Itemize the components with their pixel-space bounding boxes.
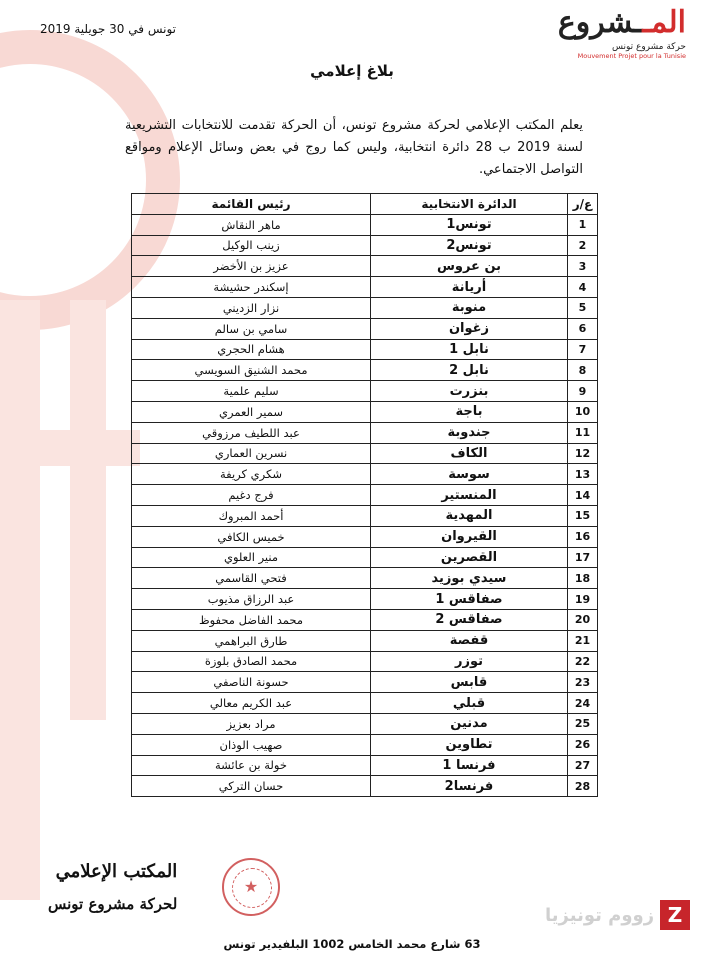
row-district: القصرين <box>371 547 568 568</box>
row-list-head: منير العلوي <box>132 547 371 568</box>
row-list-head: شكري كريفة <box>132 464 371 485</box>
watermark-logo-icon: Z <box>660 900 690 930</box>
column-header-number: ع/ر <box>568 194 598 215</box>
row-number: 5 <box>568 297 598 318</box>
column-header-district: الدائرة الانتخابية <box>371 194 568 215</box>
row-list-head: إسكندر حشيشة <box>132 277 371 298</box>
row-list-head: صهيب الوذان <box>132 734 371 755</box>
table-row <box>132 651 598 672</box>
seal-star-icon: ★ <box>243 877 259 896</box>
table-row <box>132 422 598 443</box>
background-bar-decoration <box>0 300 40 900</box>
table-row <box>132 256 598 277</box>
row-number: 14 <box>568 485 598 506</box>
row-number: 24 <box>568 693 598 714</box>
row-list-head: عبد الرزاق مذيوب <box>132 589 371 610</box>
row-district: الكاف <box>371 443 568 464</box>
table-row <box>132 443 598 464</box>
row-list-head: سامي بن سالم <box>132 318 371 339</box>
logo-wordmark <box>556 6 686 40</box>
table-row <box>132 630 598 651</box>
row-list-head: أحمد المبروك <box>132 505 371 526</box>
table-row <box>132 339 598 360</box>
logo-subtitle: حركة مشروع تونس <box>611 42 686 52</box>
row-list-head: خولة بن عائشة <box>132 755 371 776</box>
signature-block <box>48 860 177 916</box>
row-number: 21 <box>568 630 598 651</box>
row-number: 4 <box>568 277 598 298</box>
row-list-head: محمد الفاضل محفوظ <box>132 609 371 630</box>
background-band-decoration <box>0 430 140 466</box>
row-district: أريانة <box>371 277 568 298</box>
row-district: توزر <box>371 651 568 672</box>
table-row <box>132 360 598 381</box>
row-list-head: ماهر النقاش <box>132 214 371 235</box>
row-list-head: فتحي القاسمي <box>132 568 371 589</box>
row-number: 9 <box>568 381 598 402</box>
footer-address: 63 شارع محمد الخامس 1002 البلفيدير تونس <box>223 937 481 951</box>
row-district: تونس2 <box>371 235 568 256</box>
row-number: 8 <box>568 360 598 381</box>
row-district: صفاقس 1 <box>371 589 568 610</box>
table-row <box>132 277 598 298</box>
row-number: 1 <box>568 214 598 235</box>
official-seal-stamp <box>222 858 280 916</box>
logo-french-name: Mouvement Projet pour la Tunisie <box>577 52 686 60</box>
row-list-head: حسان التركي <box>132 776 371 797</box>
row-district: المهدية <box>371 505 568 526</box>
row-district: بن عروس <box>371 256 568 277</box>
row-district: فرنسا2 <box>371 776 568 797</box>
signature-office: المكتب الإعلامي <box>55 861 178 882</box>
row-list-head: نزار الزديني <box>132 297 371 318</box>
column-header-list-head: رئيس القائمة <box>132 194 371 215</box>
row-district: منوبة <box>371 297 568 318</box>
table-row <box>132 547 598 568</box>
row-district: قابس <box>371 672 568 693</box>
row-list-head: زينب الوكيل <box>132 235 371 256</box>
row-district: مدنين <box>371 713 568 734</box>
row-number: 6 <box>568 318 598 339</box>
row-district: نابل 1 <box>371 339 568 360</box>
table-row <box>132 713 598 734</box>
table-header-row <box>132 194 598 215</box>
document-date: تونس في 30 جويلية 2019 <box>40 22 176 36</box>
table-row <box>132 693 598 714</box>
table-row <box>132 589 598 610</box>
table-row <box>132 526 598 547</box>
row-number: 28 <box>568 776 598 797</box>
row-list-head: مراد بعزيز <box>132 713 371 734</box>
row-number: 22 <box>568 651 598 672</box>
table-row <box>132 297 598 318</box>
background-bar-decoration-2 <box>70 300 106 720</box>
row-list-head: محمد الصادق بلوزة <box>132 651 371 672</box>
row-district: قبلي <box>371 693 568 714</box>
row-district: نابل 2 <box>371 360 568 381</box>
signature-party: لحركة مشروع تونس <box>48 895 178 913</box>
row-district: تونس1 <box>371 214 568 235</box>
row-number: 12 <box>568 443 598 464</box>
row-number: 7 <box>568 339 598 360</box>
watermark-text: زووم تونيزيا <box>545 905 655 926</box>
row-district: باجة <box>371 401 568 422</box>
row-number: 23 <box>568 672 598 693</box>
row-list-head: هشام الحجري <box>132 339 371 360</box>
row-number: 15 <box>568 505 598 526</box>
table-row <box>132 401 598 422</box>
table-row <box>132 381 598 402</box>
row-number: 11 <box>568 422 598 443</box>
row-number: 10 <box>568 401 598 422</box>
row-list-head: خميس الكافي <box>132 526 371 547</box>
row-list-head: عبد الكريم معالي <box>132 693 371 714</box>
row-number: 19 <box>568 589 598 610</box>
row-district: القيروان <box>371 526 568 547</box>
row-district: المنستير <box>371 485 568 506</box>
table-row <box>132 214 598 235</box>
table-row <box>132 568 598 589</box>
row-district: قفصة <box>371 630 568 651</box>
electoral-lists-table <box>131 193 598 797</box>
row-number: 18 <box>568 568 598 589</box>
row-district: فرنسا 1 <box>371 755 568 776</box>
row-list-head: عزيز بن الأخضر <box>132 256 371 277</box>
row-list-head: حسونة الناصفي <box>132 672 371 693</box>
row-district: بنزرت <box>371 381 568 402</box>
row-district: سوسة <box>371 464 568 485</box>
logo-wordmark-dark: ـشروع <box>557 5 643 40</box>
row-number: 17 <box>568 547 598 568</box>
intro-paragraph: يعلم المكتب الإعلامي لحركة مشروع تونس، أن الحركة تقدمت للانتخابات التشريعية لسنة 2019 ب 28 دائرة انتخابية، وليس كما روج في بعض وسائل الإعلام ومواقع التواصل الاجتماعي. <box>125 118 583 177</box>
row-list-head: عبد اللطيف مرزوقي <box>132 422 371 443</box>
row-list-head: سمير العمري <box>132 401 371 422</box>
row-list-head: سليم علمية <box>132 381 371 402</box>
table-row <box>132 755 598 776</box>
logo-wordmark-red: المـ <box>642 5 686 40</box>
row-list-head: نسرين العماري <box>132 443 371 464</box>
row-district: تطاوين <box>371 734 568 755</box>
row-list-head: طارق البراهمي <box>132 630 371 651</box>
row-number: 20 <box>568 609 598 630</box>
page-title: بلاغ إعلامي <box>310 62 394 80</box>
table-row <box>132 318 598 339</box>
table-row <box>132 609 598 630</box>
row-number: 27 <box>568 755 598 776</box>
table-row <box>132 464 598 485</box>
row-district: زغوان <box>371 318 568 339</box>
row-number: 3 <box>568 256 598 277</box>
row-list-head: محمد الشنيق السويسي <box>132 360 371 381</box>
party-logo <box>556 6 686 60</box>
row-list-head: فرج دغيم <box>132 485 371 506</box>
row-number: 13 <box>568 464 598 485</box>
table-row <box>132 235 598 256</box>
table-row <box>132 485 598 506</box>
table-row <box>132 734 598 755</box>
row-number: 16 <box>568 526 598 547</box>
row-number: 26 <box>568 734 598 755</box>
row-district: صفاقس 2 <box>371 609 568 630</box>
row-district: جندوبة <box>371 422 568 443</box>
table-row <box>132 776 598 797</box>
row-district: سيدي بوزيد <box>371 568 568 589</box>
table-row <box>132 672 598 693</box>
row-number: 2 <box>568 235 598 256</box>
row-number: 25 <box>568 713 598 734</box>
table-row <box>132 505 598 526</box>
